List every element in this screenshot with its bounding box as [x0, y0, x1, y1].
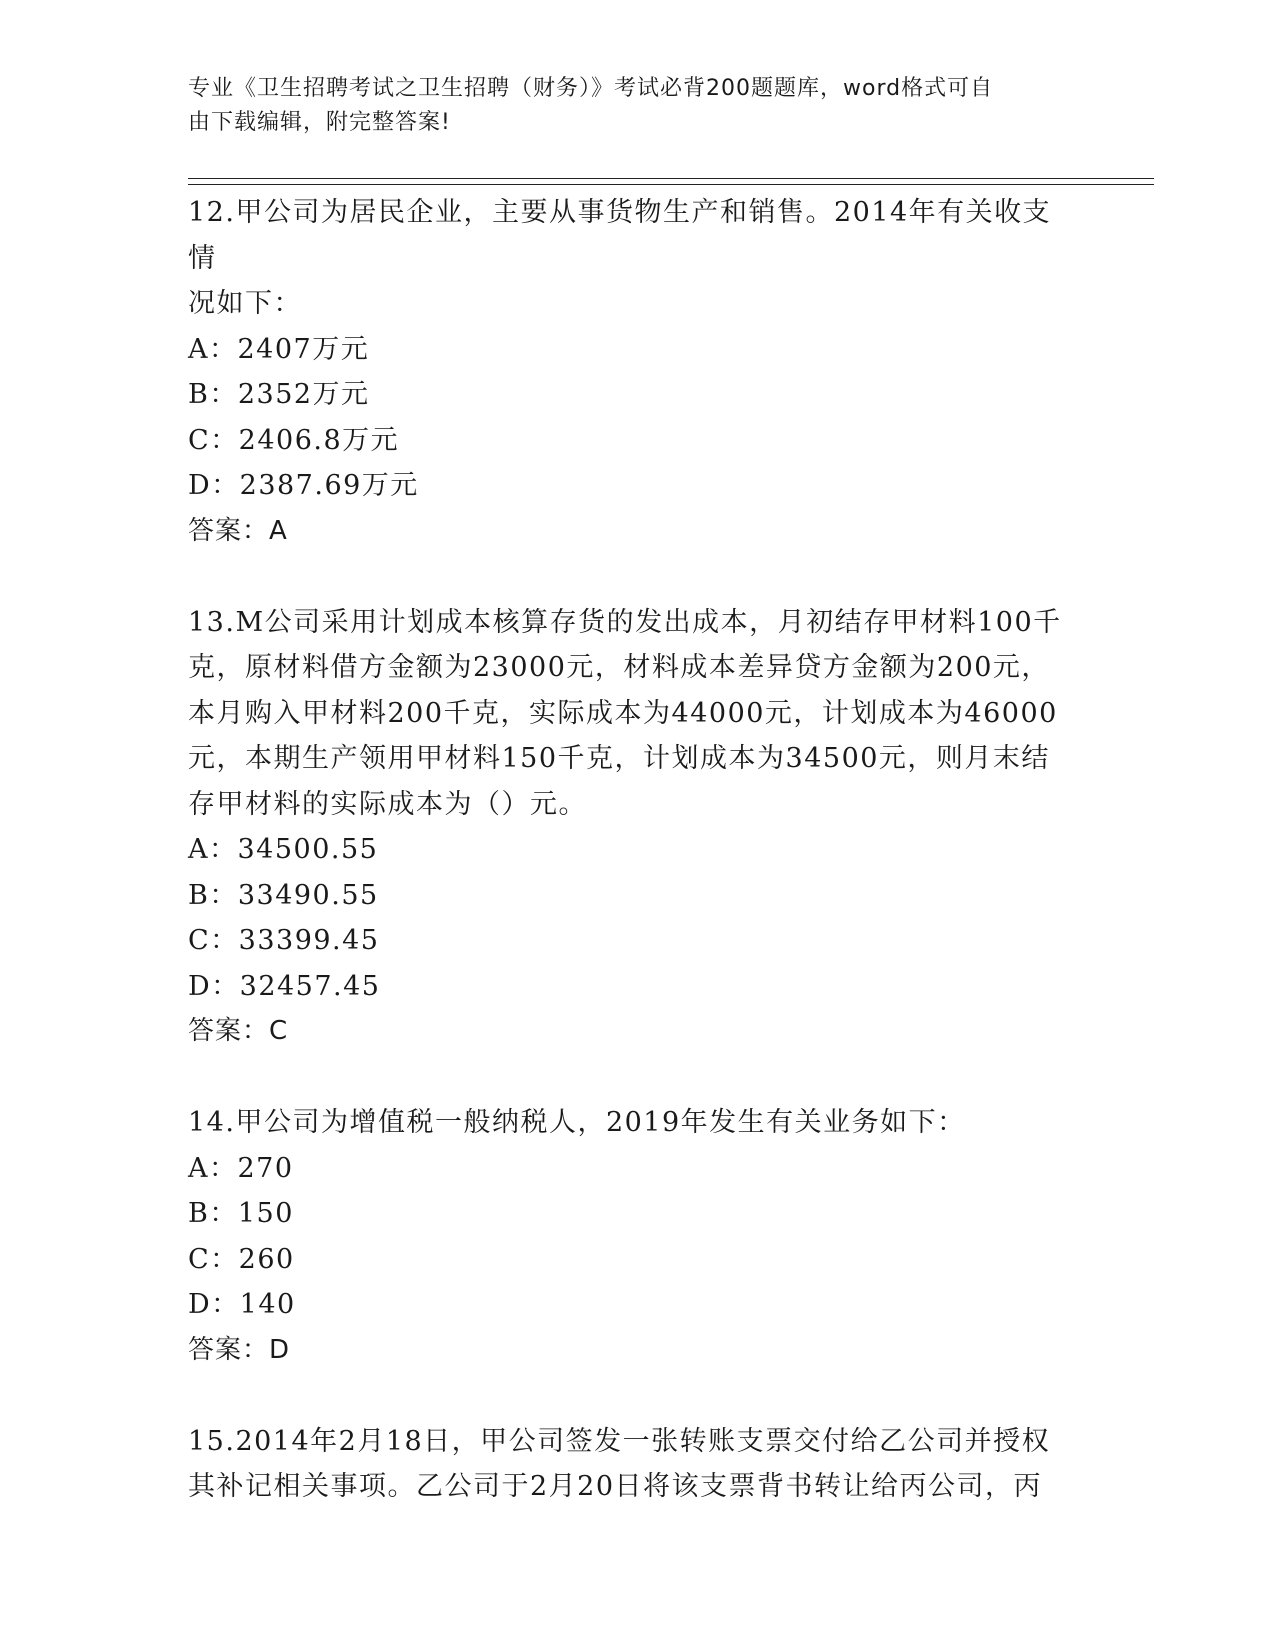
header-divider-bottom	[188, 184, 1154, 185]
answer: 答案：A	[188, 515, 288, 546]
option-d: D：2387.69万元	[188, 470, 419, 501]
header-line-2: 由下载编辑，附完整答案!	[188, 110, 451, 135]
question-14	[188, 1100, 1068, 1373]
option-b: B：33490.55	[188, 879, 379, 911]
option-a: A：270	[188, 1152, 294, 1184]
option-b: B：150	[188, 1198, 294, 1229]
question-13	[188, 600, 1068, 1055]
question-stem-line: 存甲材料的实际成本为（）元。	[188, 788, 587, 820]
question-stem-line: 本月购入甲材料200千克，实际成本为44000元，计划成本为46000	[188, 697, 1058, 729]
question-12	[188, 190, 1068, 554]
answer: 答案：C	[188, 1016, 289, 1046]
option-c: C：33399.45	[188, 925, 380, 956]
question-stem-line: 14.甲公司为增值税一般纳税人，2019年发生有关业务如下：	[188, 1107, 966, 1138]
option-a: A：34500.55	[188, 834, 379, 865]
option-c: C：2406.8万元	[188, 424, 400, 456]
option-c: C：260	[188, 1243, 295, 1275]
document-header	[188, 72, 1068, 140]
question-15	[188, 1419, 1068, 1510]
question-stem-line: 12.甲公司为居民企业，主要从事货物生产和销售。2014年有关收支情	[188, 197, 1052, 274]
question-stem-line: 15.2014年2月18日，甲公司签发一张转账支票交付给乙公司并授权	[188, 1425, 1051, 1457]
question-stem-line: 其补记相关事项。乙公司于2月20日将该支票背书转让给丙公司，丙	[188, 1471, 1043, 1502]
question-stem-line: 克，原材料借方金额为23000元，材料成本差异贷方金额为200元，	[188, 652, 1050, 683]
question-stem-line: 况如下：	[188, 288, 302, 319]
option-b: B：2352万元	[188, 379, 370, 410]
answer: 答案：D	[188, 1334, 291, 1365]
header-divider-top	[188, 178, 1154, 179]
option-a: A：2407万元	[188, 333, 370, 365]
option-d: D：32457.45	[188, 970, 381, 1002]
question-list	[188, 190, 1068, 1510]
question-stem-line: 13.M公司采用计划成本核算存货的发出成本，月初结存甲材料100千	[188, 606, 1062, 638]
option-d: D：140	[188, 1289, 296, 1320]
question-stem-line: 元，本期生产领用甲材料150千克，计划成本为34500元，则月末结	[188, 743, 1050, 774]
header-line-1: 专业《卫生招聘考试之卫生招聘（财务）》考试必背200题题库，word格式可自	[188, 76, 994, 101]
